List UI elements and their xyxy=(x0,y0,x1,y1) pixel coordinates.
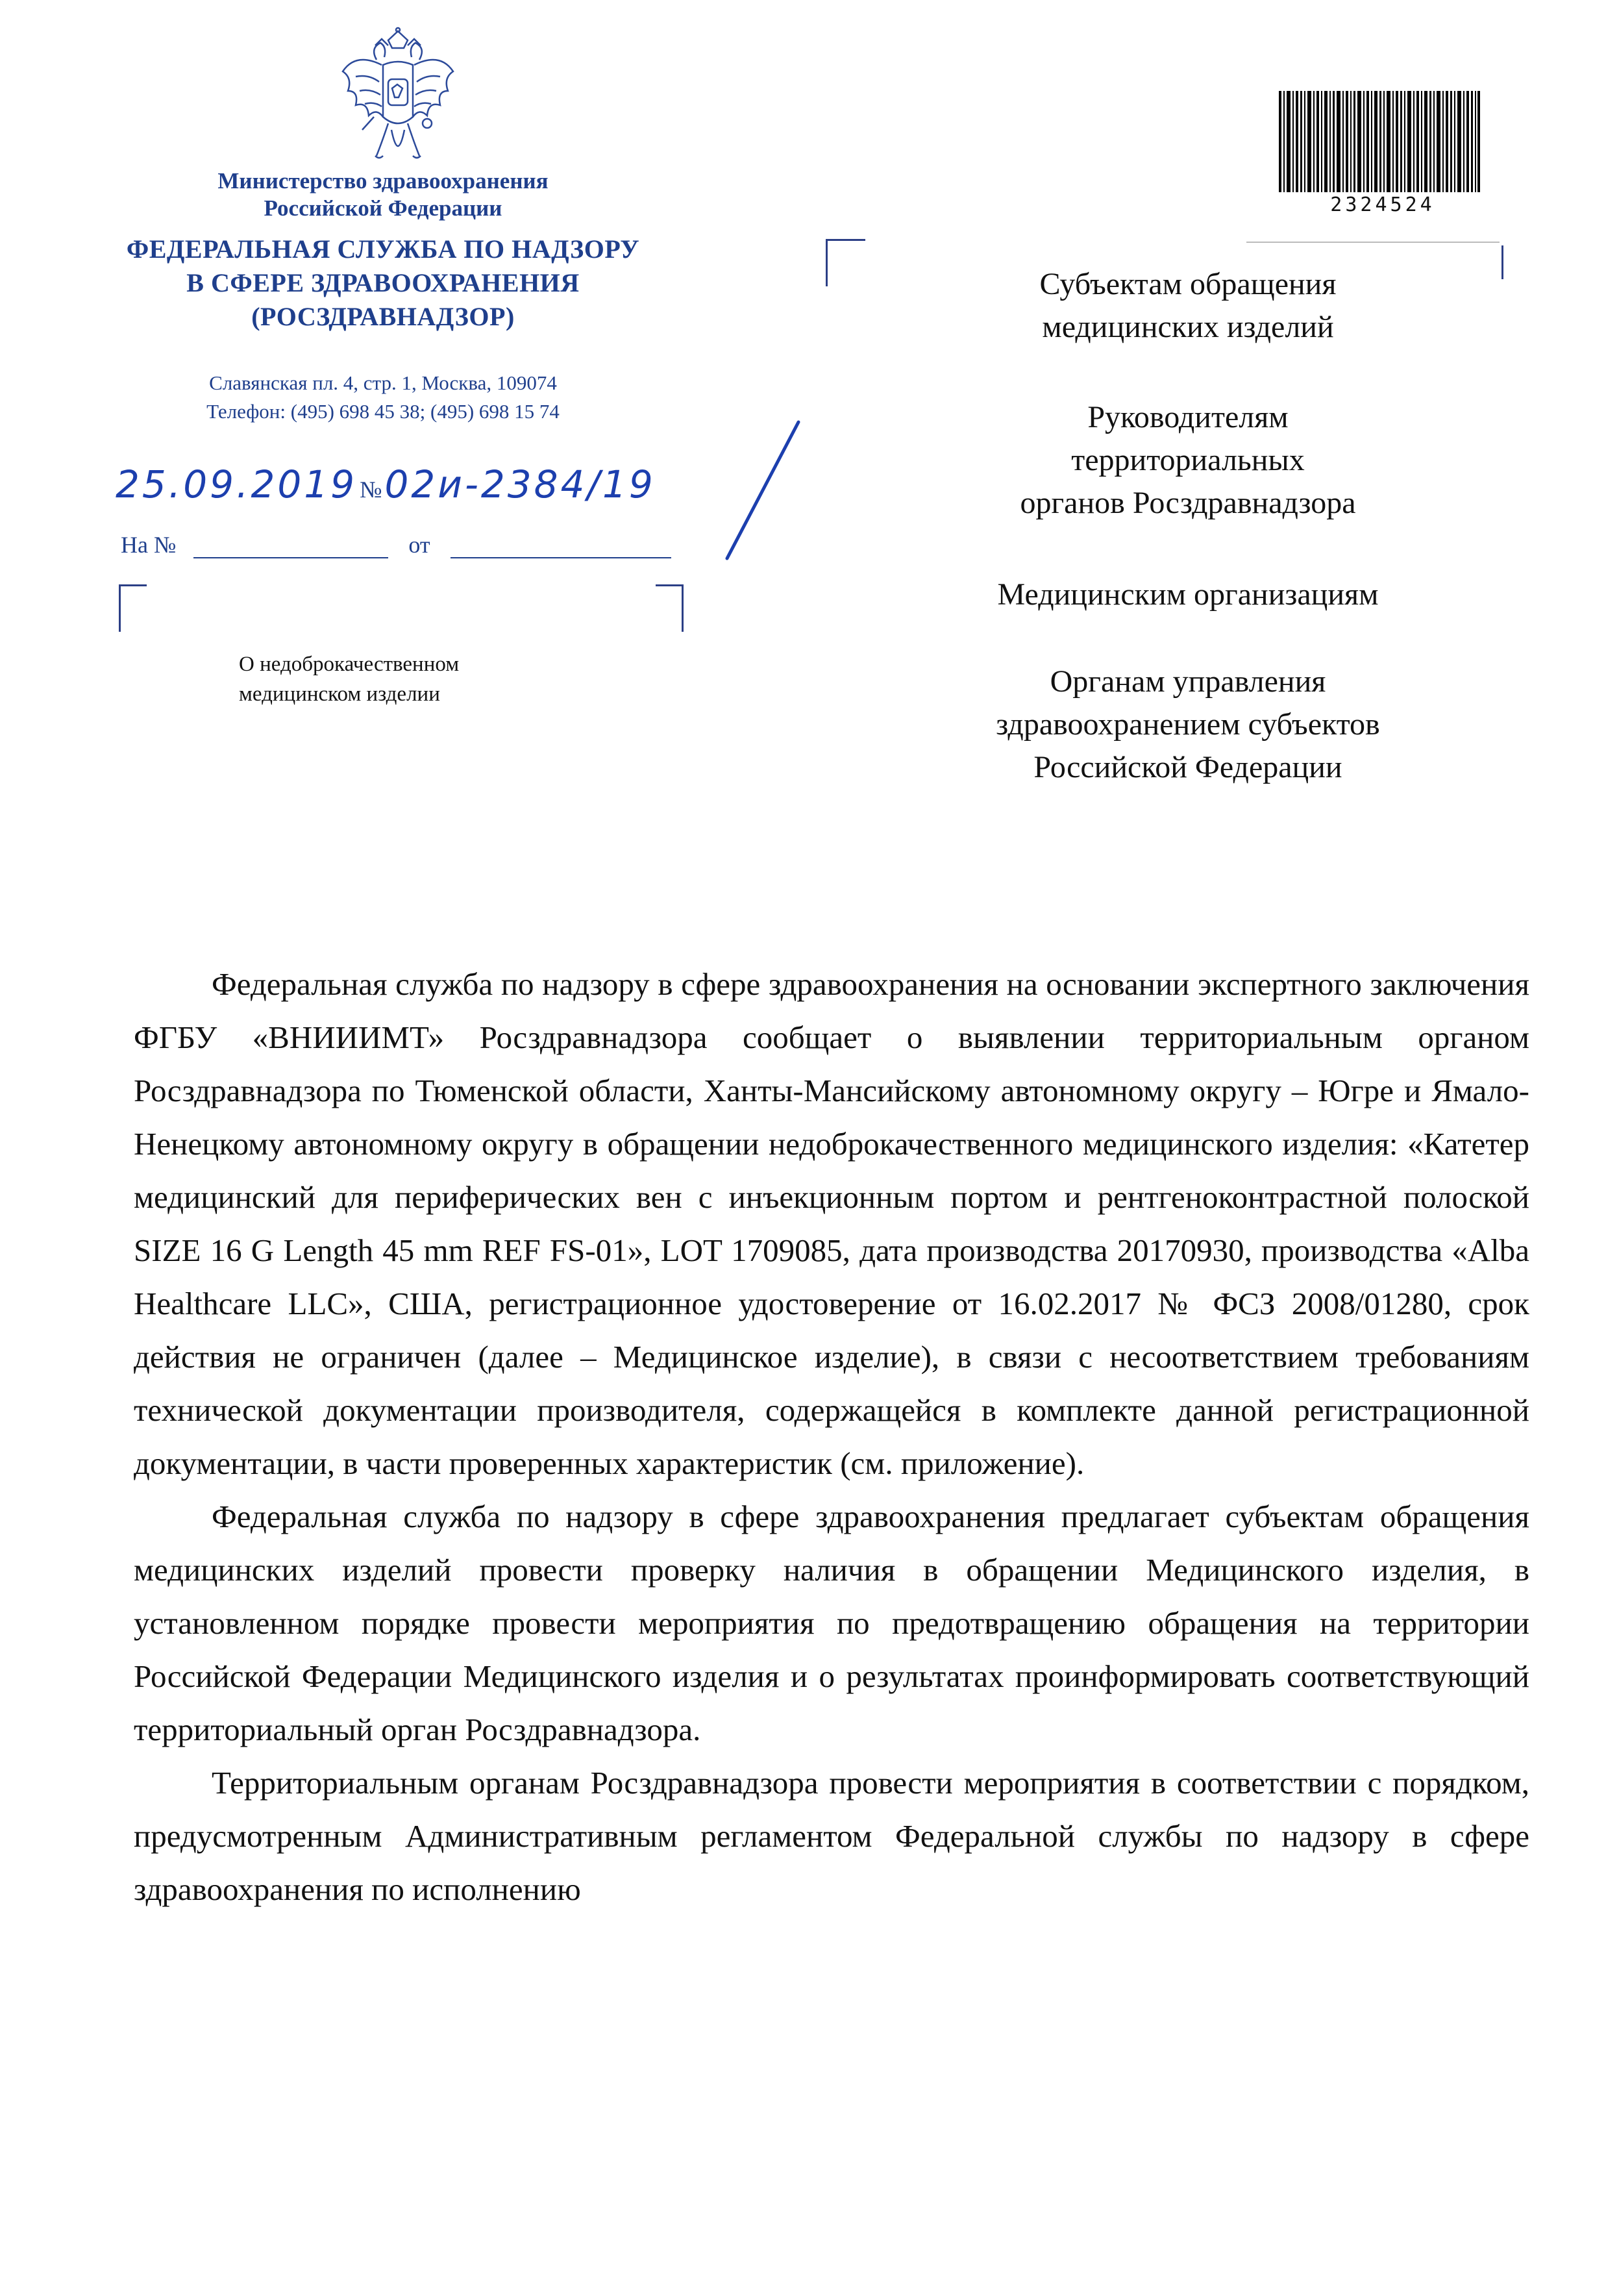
address-line-2: Телефон: (495) 698 45 38; (495) 698 15 74 xyxy=(206,400,560,423)
addressee-corner-left xyxy=(826,239,865,286)
addressee-2-line-1: Руководителям xyxy=(1087,400,1289,434)
agency-name xyxy=(97,232,669,334)
ref-from-label: от xyxy=(408,532,430,558)
letter-body xyxy=(134,958,1529,1916)
addressee-3 xyxy=(863,573,1513,616)
addressee-1 xyxy=(863,263,1513,349)
agency-line-3: (РОСЗДРАВНАДЗОР) xyxy=(251,302,515,331)
subject-corner-left xyxy=(119,584,147,632)
registration-date: 25.09.2019 xyxy=(116,462,358,506)
barcode-number: 2324524 xyxy=(1330,193,1435,216)
letter-subject xyxy=(239,649,628,709)
registration-line xyxy=(116,462,700,534)
barcode xyxy=(1279,91,1480,192)
addressee-1-line-2: медицинских изделий xyxy=(1042,310,1334,344)
addressee-2-line-2: территориальных xyxy=(1071,443,1305,477)
agency-line-1: ФЕДЕРАЛЬНАЯ СЛУЖБА ПО НАДЗОРУ xyxy=(126,234,640,264)
ref-number-label: На № xyxy=(121,532,177,558)
addressee-4-line-1: Органам управления xyxy=(1050,664,1326,699)
addressee-2-line-3: органов Росздравнадзора xyxy=(1020,486,1356,520)
reference-row xyxy=(121,531,692,568)
addressee-4-line-2: здравоохранением субъектов xyxy=(996,707,1380,742)
address-line-1: Славянская пл. 4, стр. 1, Москва, 109074 xyxy=(209,371,557,394)
agency-line-2: В СФЕРЕ ЗДРАВООХРАНЕНИЯ xyxy=(186,268,580,297)
ref-date-blank xyxy=(451,538,671,558)
number-sign: № xyxy=(360,477,382,503)
top-rule xyxy=(1246,242,1500,243)
subject-corner-right xyxy=(656,584,684,632)
registration-number: 02и-2384/19 xyxy=(384,462,656,506)
addressee-2 xyxy=(863,396,1513,525)
ministry-line-2: Российской Федерации xyxy=(264,195,502,221)
addressee-1-line-1: Субъектам обращения xyxy=(1039,267,1337,301)
subject-line-1: О недоброкачественном xyxy=(239,653,460,676)
agency-address xyxy=(123,369,643,426)
body-paragraph-3: Территориальным органам Росздравнадзора провести мероприятия в соответствии с порядком, предусмотренным Административным регламентом Федеральной службы по надзору в сфере здравоохранения по исполнению xyxy=(134,1765,1529,1907)
body-paragraph-1: Федеральная служба по надзору в сфере здравоохранения на основании экспертного заключения ФГБУ «ВНИИИМТ» Росздравнадзора сообщает о выявлении территориальным органом Росздравнадзора по Тюменской области, Ханты-Мансийскому автономному округу – Югре и Ямало-Ненецкому автономному округу в обращении недоброкачественного медицинского изделия: «Катетер медицинский для периферических вен с инъекционным портом и рентгеноконтрастной полоской SIZE 16 G Length 45 mm REF FS-01», LOT 1709085, дата производства 20170930, производства «Alba Healthcare LLC», США, регистрационное удостоверение от 16.02.2017 № ФСЗ 2008/01280, срок действия не ограничен (далее – Медицинское изделие), в связи с несоответствием требованиям технической документации производителя, содержащейся в комплекте данной регистрационной документации, в части проверенных характеристик (см. приложение). xyxy=(134,966,1529,1481)
handwritten-slash-stroke xyxy=(701,416,805,565)
ministry-name xyxy=(162,168,604,222)
addressee-4-line-3: Российской Федерации xyxy=(1033,750,1342,784)
ref-number-blank xyxy=(193,538,388,558)
coat-of-arms-emblem xyxy=(336,26,460,169)
addressee-4 xyxy=(863,660,1513,789)
ministry-line-1: Министерство здравоохранения xyxy=(217,168,549,193)
subject-line-2: медицинском изделии xyxy=(239,682,440,706)
body-paragraph-2: Федеральная служба по надзору в сфере здравоохранения предлагает субъектам обращения медицинских изделий провести проверку наличия в обращении Медицинского изделия, в установленном порядке провести мероприятия по предотвращению обращения на территории Российской Федерации Медицинского изделия и о результатах проинформировать соответствующий территориальный орган Росздравнадзора. xyxy=(134,1499,1529,1747)
addressee-3-line-1: Медицинским организациям xyxy=(997,577,1379,612)
